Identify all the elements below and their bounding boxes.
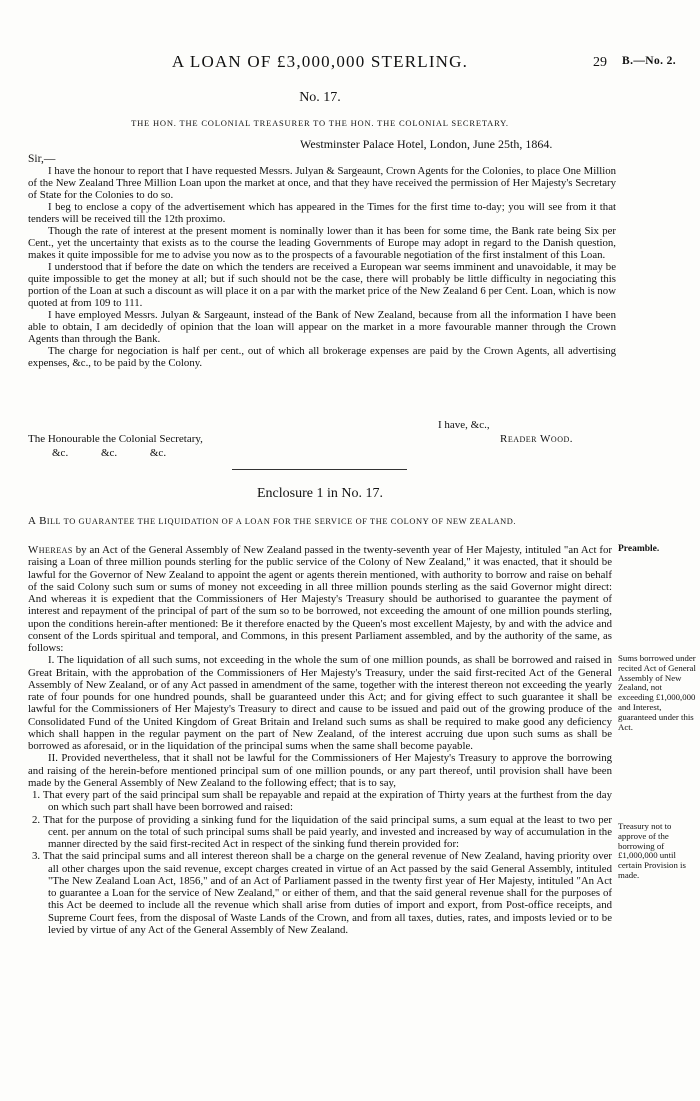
provision-item: 2. That for the purpose of providing a sinking fund for the liquidation of the said principal sums, a sum equal at the least to two per cent. per annum on the total of such principal sums shall be paid yearly, and invested and increased by way of accumulation in the manner directed by the said first-recited Act in respect of the sinking fund therein provided for: [32,813,612,850]
document-number: No. 17. [299,90,341,105]
bill-body [28,544,612,936]
letter-body [28,165,616,369]
paper-reference: B.—No. 2. [622,55,677,67]
letter-addressee: The Honourable the Colonial Secretary, [28,433,203,445]
bill-title-text: TO GUARANTEE THE LIQUIDATION OF A LOAN FOR THE SERVICE OF THE COLONY OF NEW ZEALAND. [63,517,517,526]
page-number: 29 [593,55,607,70]
letter-paragraph: I have employed Messrs. Julyan & Sargeaunt, instead of the Bank of New Zealand, because from all the information I have been able to obtain, I am decidedly of opinion that the loan will appear on the market in a more favourable manner through the Crown Agents than through the Bank. [28,309,616,345]
letter-paragraph: I beg to enclose a copy of the advertisement which has appeared in the Times for the first time to-day; you will see from it that tenders will be received till the 12th proximo. [28,201,616,225]
letter-closing: I have, &c., [438,419,490,431]
letter-place-date: Westminster Palace Hotel, London, June 25th, 1864. [300,137,553,151]
preamble-lead: Whereas [28,544,73,556]
section-divider [232,469,407,470]
provision-item: 1. That every part of the said principal sum shall be repayable and repaid at the expiration of Thirty years at the furthest from the day on which such part shall have been borrowed and raised: [32,789,612,814]
margin-note-preamble: Preamble. [618,544,660,554]
letter-paragraph: Though the rate of interest at the present moment is nominally lower than it has been for some time, the Bank rate being Six per Cent., yet the uncertainty that exists as to the course the leading Governments of Europe may adopt in regard to the Danish question, makes it quite impossible for me to advise you now as to the prospects of a favourable negotiation of the first instalment of this Loan. [28,225,616,261]
letter-paragraph: The charge for negociation is half per cent., out of which all brokerage expenses are paid by the Crown Agents, all advertising expenses, &c., to be paid by the Colony. [28,345,616,369]
provision-item: 3. That the said principal sums and all interest thereon shall be a charge on the general revenue of New Zealand, having priority over all other charges upon the said revenue, except charges created in virtue of an Act passed by the said General Assembly, intituled "The New Zealand Loan Act, 1856," and of an Act of Parliament passed in the twenty first year of Her Majesty, intituled "An Act to guarantee a Loan for the service of New Zealand," or either of them, and that the said general revenue shall for the purposes of this Act be deemed to include all the revenue which shall arise from duties of import and export, from Post-office receipts, and Supreme Court fees, from the disposal of Waste Lands of the Crown, and from all taxes, duties, rates, and imposts levied or to be levied by virtue of any Act of the General Assembly of New Zealand. [32,850,612,936]
bill-title [28,515,516,527]
preamble [28,544,612,654]
bill-lead: A Bill [28,515,61,527]
clause-2: II. Provided nevertheless, that it shall not be lawful for the Commissioners of Her Majesty's Treasury to approve the borrowing and raising of the herein-before mentioned principal sum of one million pounds, or any part thereof, until provision shall have been made by the General Assembly of New Zealand to the following effect; that is to say, [28,752,612,789]
margin-note-treasury: Treasury not to approve of the borrowing of £1,000,000 until certain Provision is made. [618,821,686,880]
page-header-title: A LOAN OF £3,000,000 STERLING. [171,52,469,71]
enclosure-heading: Enclosure 1 in No. 17. [257,486,383,501]
salutation: Sir,— [28,153,56,165]
letter-paragraph: I have the honour to report that I have requested Messrs. Julyan & Sargeaunt, Crown Agents for the Colonies, to place One Million of the New Zealand Three Million Loan upon the market at once, and that they have received the permission of Her Majesty's Secretary of State for the Colonies to do so. [28,165,616,201]
letter-paragraph: I understood that if before the date on which the tenders are received a European war seems imminent and unavoidable, it may be quite impossible to get the money at all; but if such should not be the case, there will probably be little difficulty in negociating this portion of the Loan at such a discount as will place it on a par with the market price of the New Zealand 6 per Cent. Loan, which is now quoted at from 109 to 111. [28,261,616,309]
addressee-etc: &c. &c. &c. [52,447,167,459]
letter-from-to: THE HON. THE COLONIAL TREASURER TO THE HON. THE COLONIAL SECRETARY. [131,118,509,128]
clause-1: I. The liquidation of all such sums, not exceeding in the whole the sum of one million pounds, as shall be borrowed and raised in Great Britain, with the approbation of the Commissioners of Her Majesty's Treasury, under the said first-recited Act of the General Assembly of New Zealand, or of any Act passed in amendment of the same, together with the interest thereon not exceeding the yearly rate of four pounds for one hundred pounds, shall be guaranteed under this Act; and for giving effect to such guarantee it shall be lawful for the Commissioners of Her Majesty's Treasury to direct and cause to be issued and paid out of the growing produce of the Consolidated Fund of the United Kingdom of Great Britain and Ireland such sums as shall be required to make good any deficiency which shall happen in the regular payment on the part of New Zealand, of the interest accruing due upon such sums as shall be borrowed as aforesaid, or in the liquidation of the principal sums when the same shall become payable. [28,654,612,752]
margin-note-guarantee: Sums borrowed under recited Act of General Assembly of New Zealand, not exceeding £1,000,000 and Interest, guaranteed under this Act. [618,653,696,732]
preamble-text: by an Act of the General Assembly of New Zealand passed in the twenty-seventh year of Her Majesty, intituled "an Act for raising a Loan of three million pounds sterling for the public service of the Colony of New Zealand," it was enacted, that it should be lawful for the Governor of New Zealand to appoint the agent or agents therein mentioned, with authority to borrow and raise on behalf of the said Colony such sum or sums of money not exceeding in all three million pounds sterling as the said Governor might direct: And whereas it is expedient that the Commissioners of Her Majesty's Treasury should be authorised to guarantee the payment of interest and repayment of the principal of part of the sum so to be borrowed, not exceeding the amount of one million pounds sterling, upon the conditions herein-after mentioned: Be it therefore enacted by the Queen's most excellent Majesty, by and with the advice and consent of the Lords spiritual and temporal, and Commons, in this present Parliament assembled, and by the authority of the same, as follows: [28,544,613,654]
letter-signature: Reader Wood. [500,433,574,445]
